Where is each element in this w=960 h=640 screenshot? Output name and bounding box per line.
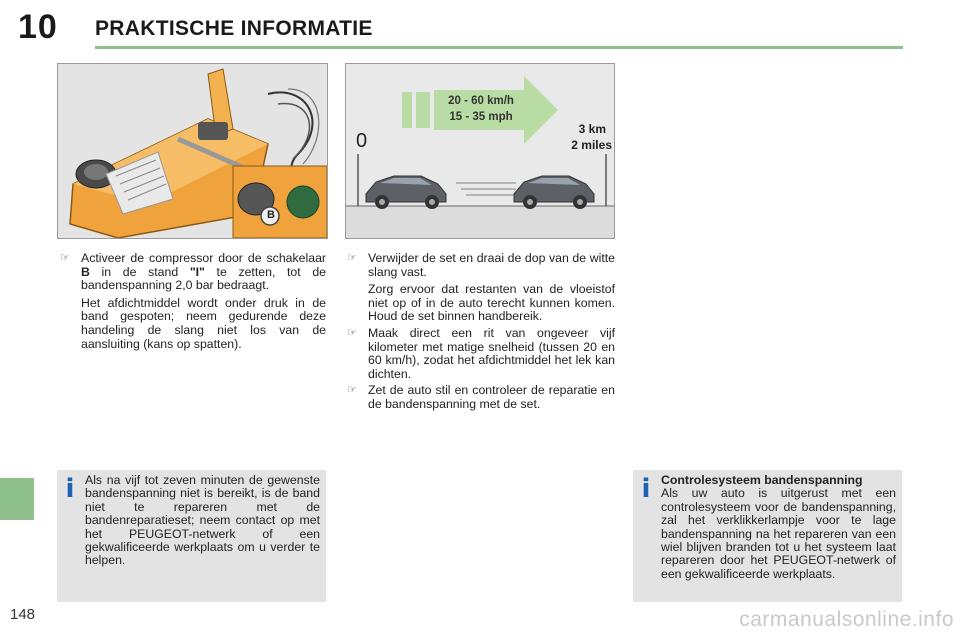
left-column [60,252,326,354]
instruction-bullet [347,252,615,279]
page-title: PRAKTISCHE INFORMATIE [95,17,373,40]
callout-label-b: B [267,209,275,221]
instruction-bullet [347,384,615,411]
instruction-paragraph: Het afdichtmiddel wordt onder druk in de band gespoten; neem gedurende deze handeling de slang niet los van de aansluiting (kans op spatten). [81,295,326,351]
bullet-text-middle: in de stand [89,264,190,279]
distance-km-label: 3 km [578,122,606,136]
chapter-side-tab [0,478,34,520]
instruction-bullet [60,252,326,293]
bullet-text-suffix: te zetten, tot de bandenspanning 2,0 bar bedraagt. [81,264,326,293]
info-box-text: Als uw auto is uitgerust met een controlesysteem voor de bandenspanning, zal het verklikkerlampje voor te lage bandenspanning na het repareren van een wiel blijven branden tot u het systeem laat repareren door het PEUGEOT-netwerk of een gekwalificeerde werkplaats. [661,486,896,581]
compressor-drawing [58,64,327,238]
bullet-text: Verwijder de set en draai de dop van de witte slang vast. [368,251,615,279]
page-number: 148 [10,606,36,623]
info-box-text: Als na vijf tot zeven minuten de gewenste bandenspanning niet is bereikt, is de band niet te repareren met de bandenreparatieset; neem contact op met het PEUGEOT-netwerk of een gekwalificeerde werkplaats om u verder te helpen. [85,473,320,568]
watermark: carmanualsonline.info [739,608,954,631]
header-rule [95,46,903,49]
info-box-repair-failure [57,470,326,602]
instruction-paragraph: Zorg ervoor dat restanten van de vloeistof niet op of in de auto terecht kunnen komen. Houd de set binnen handbereik. [368,282,615,324]
info-icon: i [65,474,75,504]
pointing-hand-icon: ☞ [347,326,357,339]
chapter-number: 10 [18,8,58,46]
compressor-illustration [57,63,328,239]
pointing-hand-icon: ☞ [60,252,70,264]
instruction-bullet [347,327,615,381]
bullet-text: Maak direct een rit van ongeveer vijf kilometer met matige snelheid (tussen 20 en 60 km/h), zodat het afdichtmiddel het lek kan dichten. [368,325,615,381]
pointing-hand-icon: ☞ [347,252,357,264]
info-icon: i [641,474,651,504]
bullet-text: Zet de auto stil en controleer de reparatie en de bandenspanning met de set. [368,383,615,411]
distance-miles-label: 2 miles [571,138,612,152]
speed-mph-label: 15 - 35 mph [449,111,513,123]
pointing-hand-icon: ☞ [347,384,357,397]
bullet-text-prefix: Activeer de compressor door de schakelaar [81,251,326,265]
info-box-content [661,474,896,581]
switch-position-i: "I" [189,264,205,279]
right-column [347,252,615,414]
info-box-pressure-monitoring [633,470,902,602]
switch-label-b: B [81,264,90,279]
info-box-title: Controlesysteem bandenspanning [661,473,863,487]
start-label: 0 [356,130,368,152]
speed-kmh-label: 20 - 60 km/h [448,95,514,107]
drive-illustration [345,63,615,239]
